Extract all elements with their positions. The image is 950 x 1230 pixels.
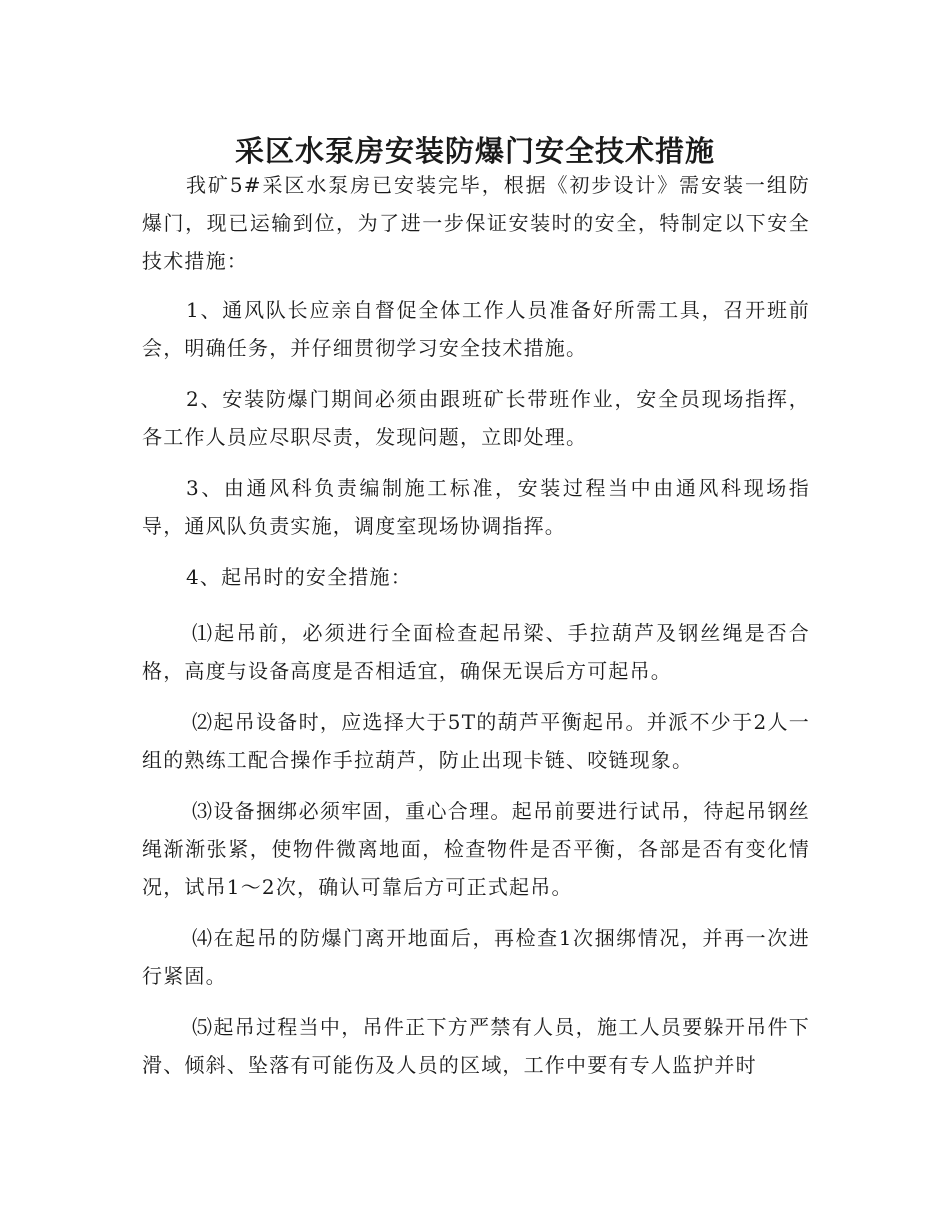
- hoisting-measure-5: ⑸起吊过程当中，吊件正下方严禁有人员，施工人员要躲开吊件下滑、倾斜、坠落有可能伤及人员的区域，工作中要有专人监护并时: [142, 1015, 810, 1077]
- hoisting-measure-3: ⑶设备捆绑必须牢固，重心合理。起吊前要进行试吊，待起吊钢丝绳渐渐张紧，使物件微离地面，检查物件是否平衡，各部是否有变化情况，试吊1～2次，确认可靠后方可正式起吊。: [142, 799, 810, 899]
- measure-item-3: 3、由通风科负责编制施工标准，安装过程当中由通风科现场指导，通风队负责实施，调度室现场协调指挥。: [142, 476, 810, 538]
- measure-item-1: 1、通风队长应亲自督促全体工作人员准备好所需工具，召开班前会，明确任务，并仔细贯彻学习安全技术措施。: [142, 298, 810, 360]
- hoisting-measure-1: ⑴起吊前，必须进行全面检查起吊梁、手拉葫芦及钢丝绳是否合格，高度与设备高度是否相适宜，确保无误后方可起吊。: [142, 621, 810, 683]
- measure-item-2: 2、安装防爆门期间必须由跟班矿长带班作业，安全员现场指挥，各工作人员应尽职尽责，发现问题，立即处理。: [142, 387, 810, 449]
- hoisting-measure-2: ⑵起吊设备时，应选择大于5T的葫芦平衡起吊。并派不少于2人一组的熟练工配合操作手拉葫芦，防止出现卡链、咬链现象。: [142, 710, 810, 772]
- hoisting-measure-4: ⑷在起吊的防爆门离开地面后，再检查1次捆绑情况，并再一次进行紧固。: [142, 926, 810, 988]
- intro-paragraph: 我矿5#采区水泵房已安装完毕，根据《初步设计》需安装一组防爆门，现已运输到位，为了进一步保证安装时的安全，特制定以下安全技术措施：: [142, 173, 810, 273]
- measure-item-4-heading: 4、起吊时的安全措施：: [186, 565, 412, 589]
- document-title: 采区水泵房安装防爆门安全技术措施: [234, 134, 715, 169]
